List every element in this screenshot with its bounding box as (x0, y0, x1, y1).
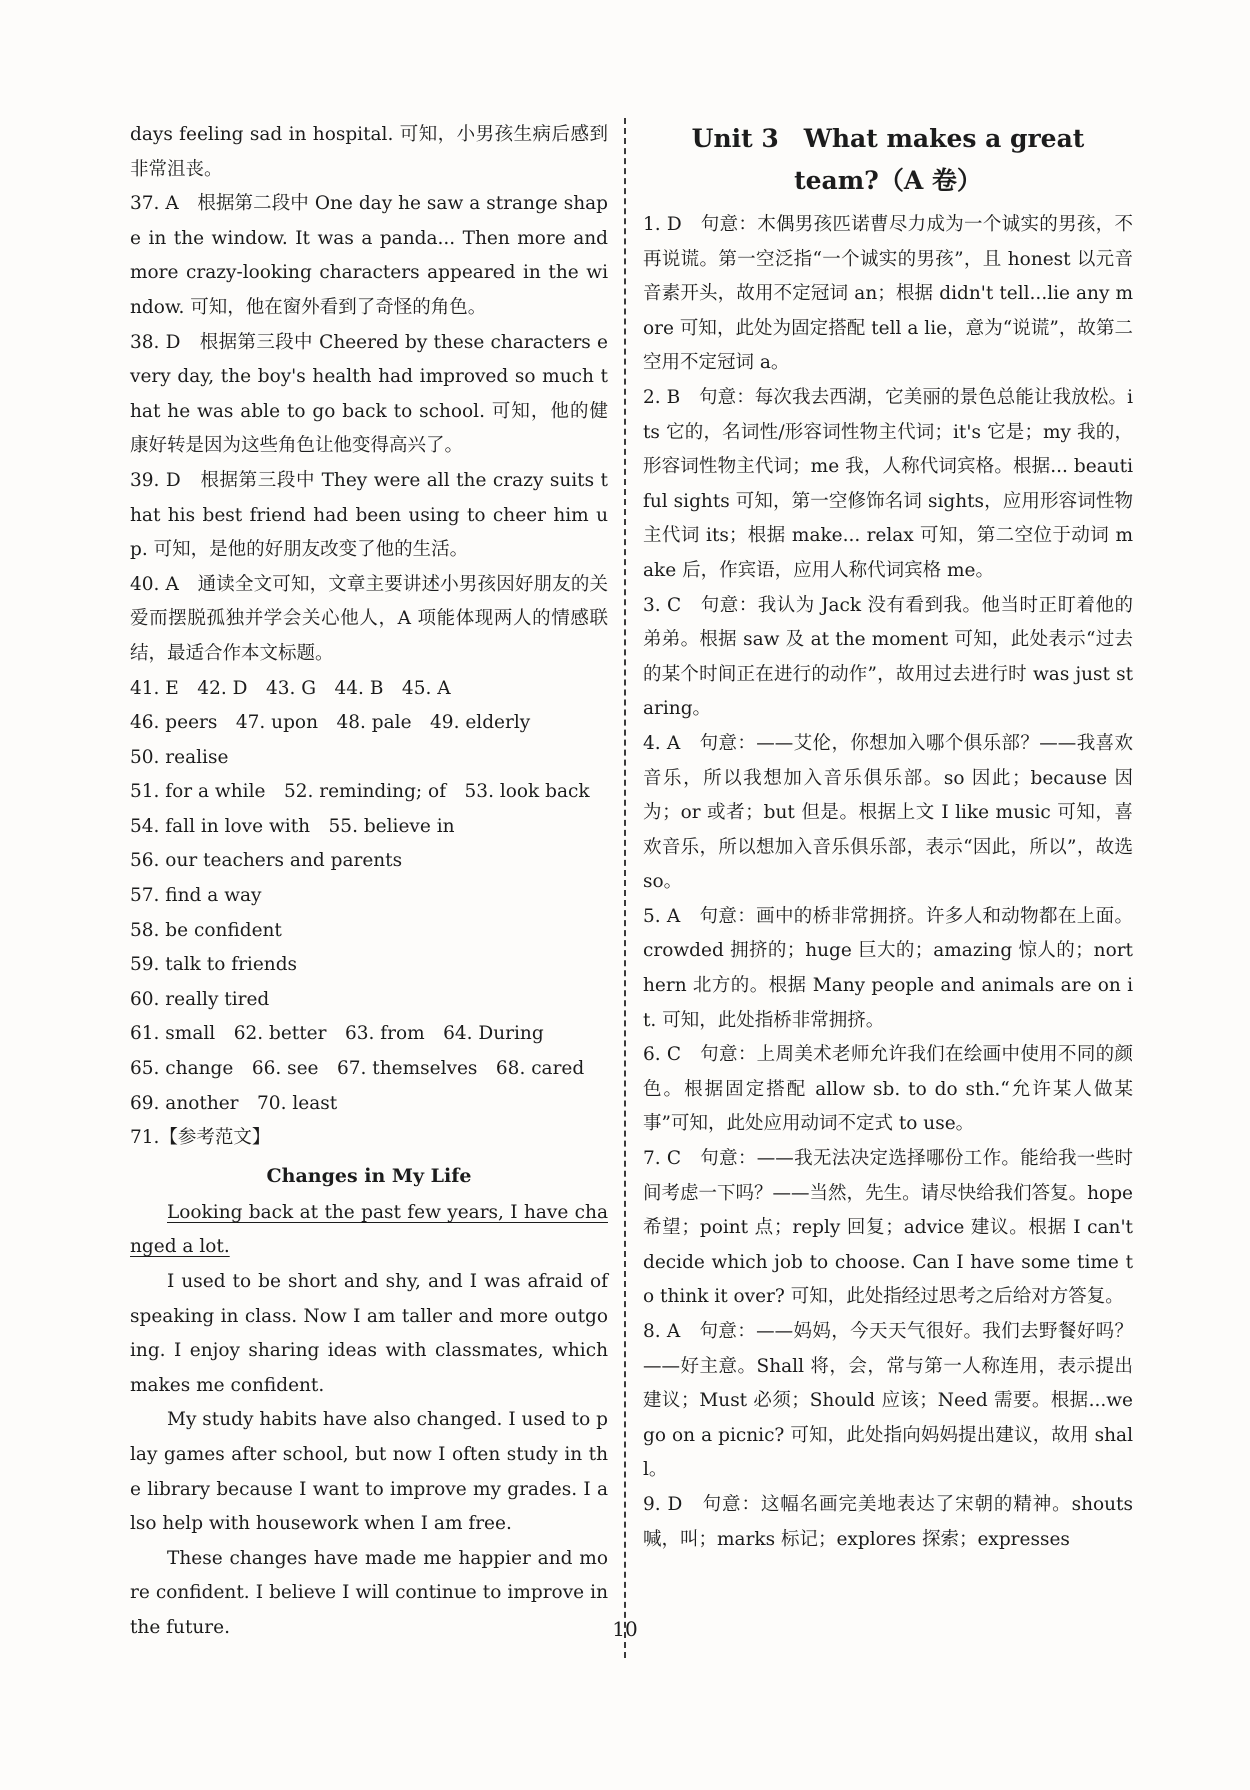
answer-37: 37. A 根据第二段中 One day he saw a strange shape in the window. It was a panda... Then more and more crazy-looking characters appeared in the window. 可知，他在窗外看到了奇怪的角色。 (130, 193, 608, 318)
answer-46-49: 46. peers 47. upon 48. pale 49. elderly (130, 712, 531, 734)
column-divider (624, 118, 626, 1658)
answer-item: 6. C 句意：上周美术老师允许我们在绘画中使用不同的颜色。根据固定搭配 allow sb. to do sth.“允许某人做某事”可知，此处应用动词不定式 to use。 (643, 1044, 1133, 1135)
answer-line: days feeling sad in hospital. 可知，小男孩生病后感到非常沮丧。 (130, 124, 608, 180)
essay-intro-text: Looking back at the past few years, I have changed a lot. (130, 1201, 608, 1258)
essay-intro (130, 1196, 608, 1265)
answer-60: 60. really tired (130, 988, 270, 1010)
answer-41-45: 41. E 42. D 43. G 44. B 45. A (130, 677, 451, 699)
answer-51-53: 51. for a while 52. reminding; of 53. look back (130, 781, 590, 803)
answer-item: 2. B 句意：每次我去西湖，它美丽的景色总能让我放松。its 它的，名词性/形容词性物主代词；it's 它是；my 我的，形容词性物主代词；me 我，人称代词宾格。根据... beautiful sights 可知，第一空修饰名词 sights，应用形容词性物主代词 its；根据 make... relax 可知，第二空位于动词 make 后，作宾语，应用人称代词宾格 me。 (643, 386, 1133, 581)
answer-50: 50. realise (130, 746, 229, 768)
answer-item: 4. A 句意：——艾伦，你想加入哪个俱乐部？——我喜欢音乐，所以我想加入音乐俱乐部。so 因此；because 因为；or 或者；but 但是。根据上文 I like music 可知，喜欢音乐，所以想加入音乐俱乐部，表示“因此，所以”，故选 so。 (643, 732, 1133, 893)
answer-40: 40. A 通读全文可知，文章主要讲述小男孩因好朋友的关爱而摆脱孤独并学会关心他人，A 项能体现两人的情感联结，最适合作本文标题。 (130, 573, 608, 664)
essay-paragraph: I used to be short and shy, and I was afraid of speaking in class. Now I am taller and more outgoing. I enjoy sharing ideas with classmates, which makes me confident. (130, 1271, 608, 1396)
answer-item: 1. D 句意：木偶男孩匹诺曹尽力成为一个诚实的男孩，不再说谎。第一空泛指“一个诚实的男孩”，且 honest 以元音音素开头，故用不定冠词 an；根据 didn't tell...lie any more 可知，此处为固定搭配 tell a lie，意为“说谎”，故第二空用不定冠词 a。 (643, 214, 1133, 374)
answer-57: 57. find a way (130, 885, 262, 907)
answer-61-64: 61. small 62. better 63. from 64. During (130, 1023, 544, 1045)
answer-65-68: 65. change 66. see 67. themselves 68. cared (130, 1058, 585, 1080)
essay-paragraph: These changes have made me happier and more confident. I believe I will continue to improve in the future. (130, 1547, 608, 1638)
answer-59: 59. talk to friends (130, 954, 298, 976)
unit-title-line1: Unit 3 What makes a great (691, 124, 1085, 153)
answer-69-70: 69. another 70. least (130, 1092, 338, 1114)
answer-item: 7. C 句意：——我无法决定选择哪份工作。能给我一些时间考虑一下吗？——当然，先生。请尽快给我们答复。hope 希望；point 点；reply 回复；advice 建议。根据 I can't decide which job to choose. Can I have some time to think it over? 可知，此处指经过思考之后给对方答复。 (643, 1148, 1133, 1308)
unit-title-line2: team?（A 卷） (794, 166, 982, 195)
answer-item: 8. A 句意：——妈妈，今天天气很好。我们去野餐好吗？——好主意。Shall 将，会，常与第一人称连用，表示提出建议；Must 必须；Should 应该；Need 需要。根据...we go on a picnic? 可知，此处指向妈妈提出建议，故用 shall。 (643, 1321, 1133, 1481)
unit-title (643, 118, 1133, 202)
answer-item: 3. C 句意：我认为 Jack 没有看到我。他当时正盯着他的弟弟。根据 saw 及 at the moment 可知，此处表示“过去的某个时间正在进行的动作”，故用过去进行时 was just staring。 (643, 594, 1133, 720)
left-column (130, 118, 608, 1646)
answer-38: 38. D 根据第三段中 Cheered by these characters every day, the boy's health had improved so much that he was able to go back to school. 可知，他的健康好转是因为这些角色让他变得高兴了。 (130, 331, 608, 457)
essay-paragraph: My study habits have also changed. I used to play games after school, but now I often study in the library because I want to improve my grades. I also help with housework when I am free. (130, 1409, 608, 1535)
answer-item: 9. D 句意：这幅名画完美地表达了宋朝的精神。shouts 喊，叫；marks 标记；explores 探索；expresses (643, 1493, 1133, 1550)
essay-title: Changes in My Life (266, 1164, 472, 1187)
answer-39: 39. D 根据第三段中 They were all the crazy suits that his best friend had been using to cheer him up. 可知，是他的好朋友改变了他的生活。 (130, 469, 608, 561)
page-number: 10 (612, 1617, 638, 1641)
answer-54-55: 54. fall in love with 55. believe in (130, 815, 455, 837)
answer-58: 58. be confident (130, 919, 282, 941)
answer-56: 56. our teachers and parents (130, 850, 403, 872)
answer-71-label: 71.【参考范文】 (130, 1127, 271, 1149)
right-column (643, 118, 1133, 1557)
answer-item: 5. A 句意：画中的桥非常拥挤。许多人和动物都在上面。crowded 拥挤的；huge 巨大的；amazing 惊人的；northern 北方的。根据 Many people and animals are on it. 可知，此处指桥非常拥挤。 (643, 905, 1133, 1031)
